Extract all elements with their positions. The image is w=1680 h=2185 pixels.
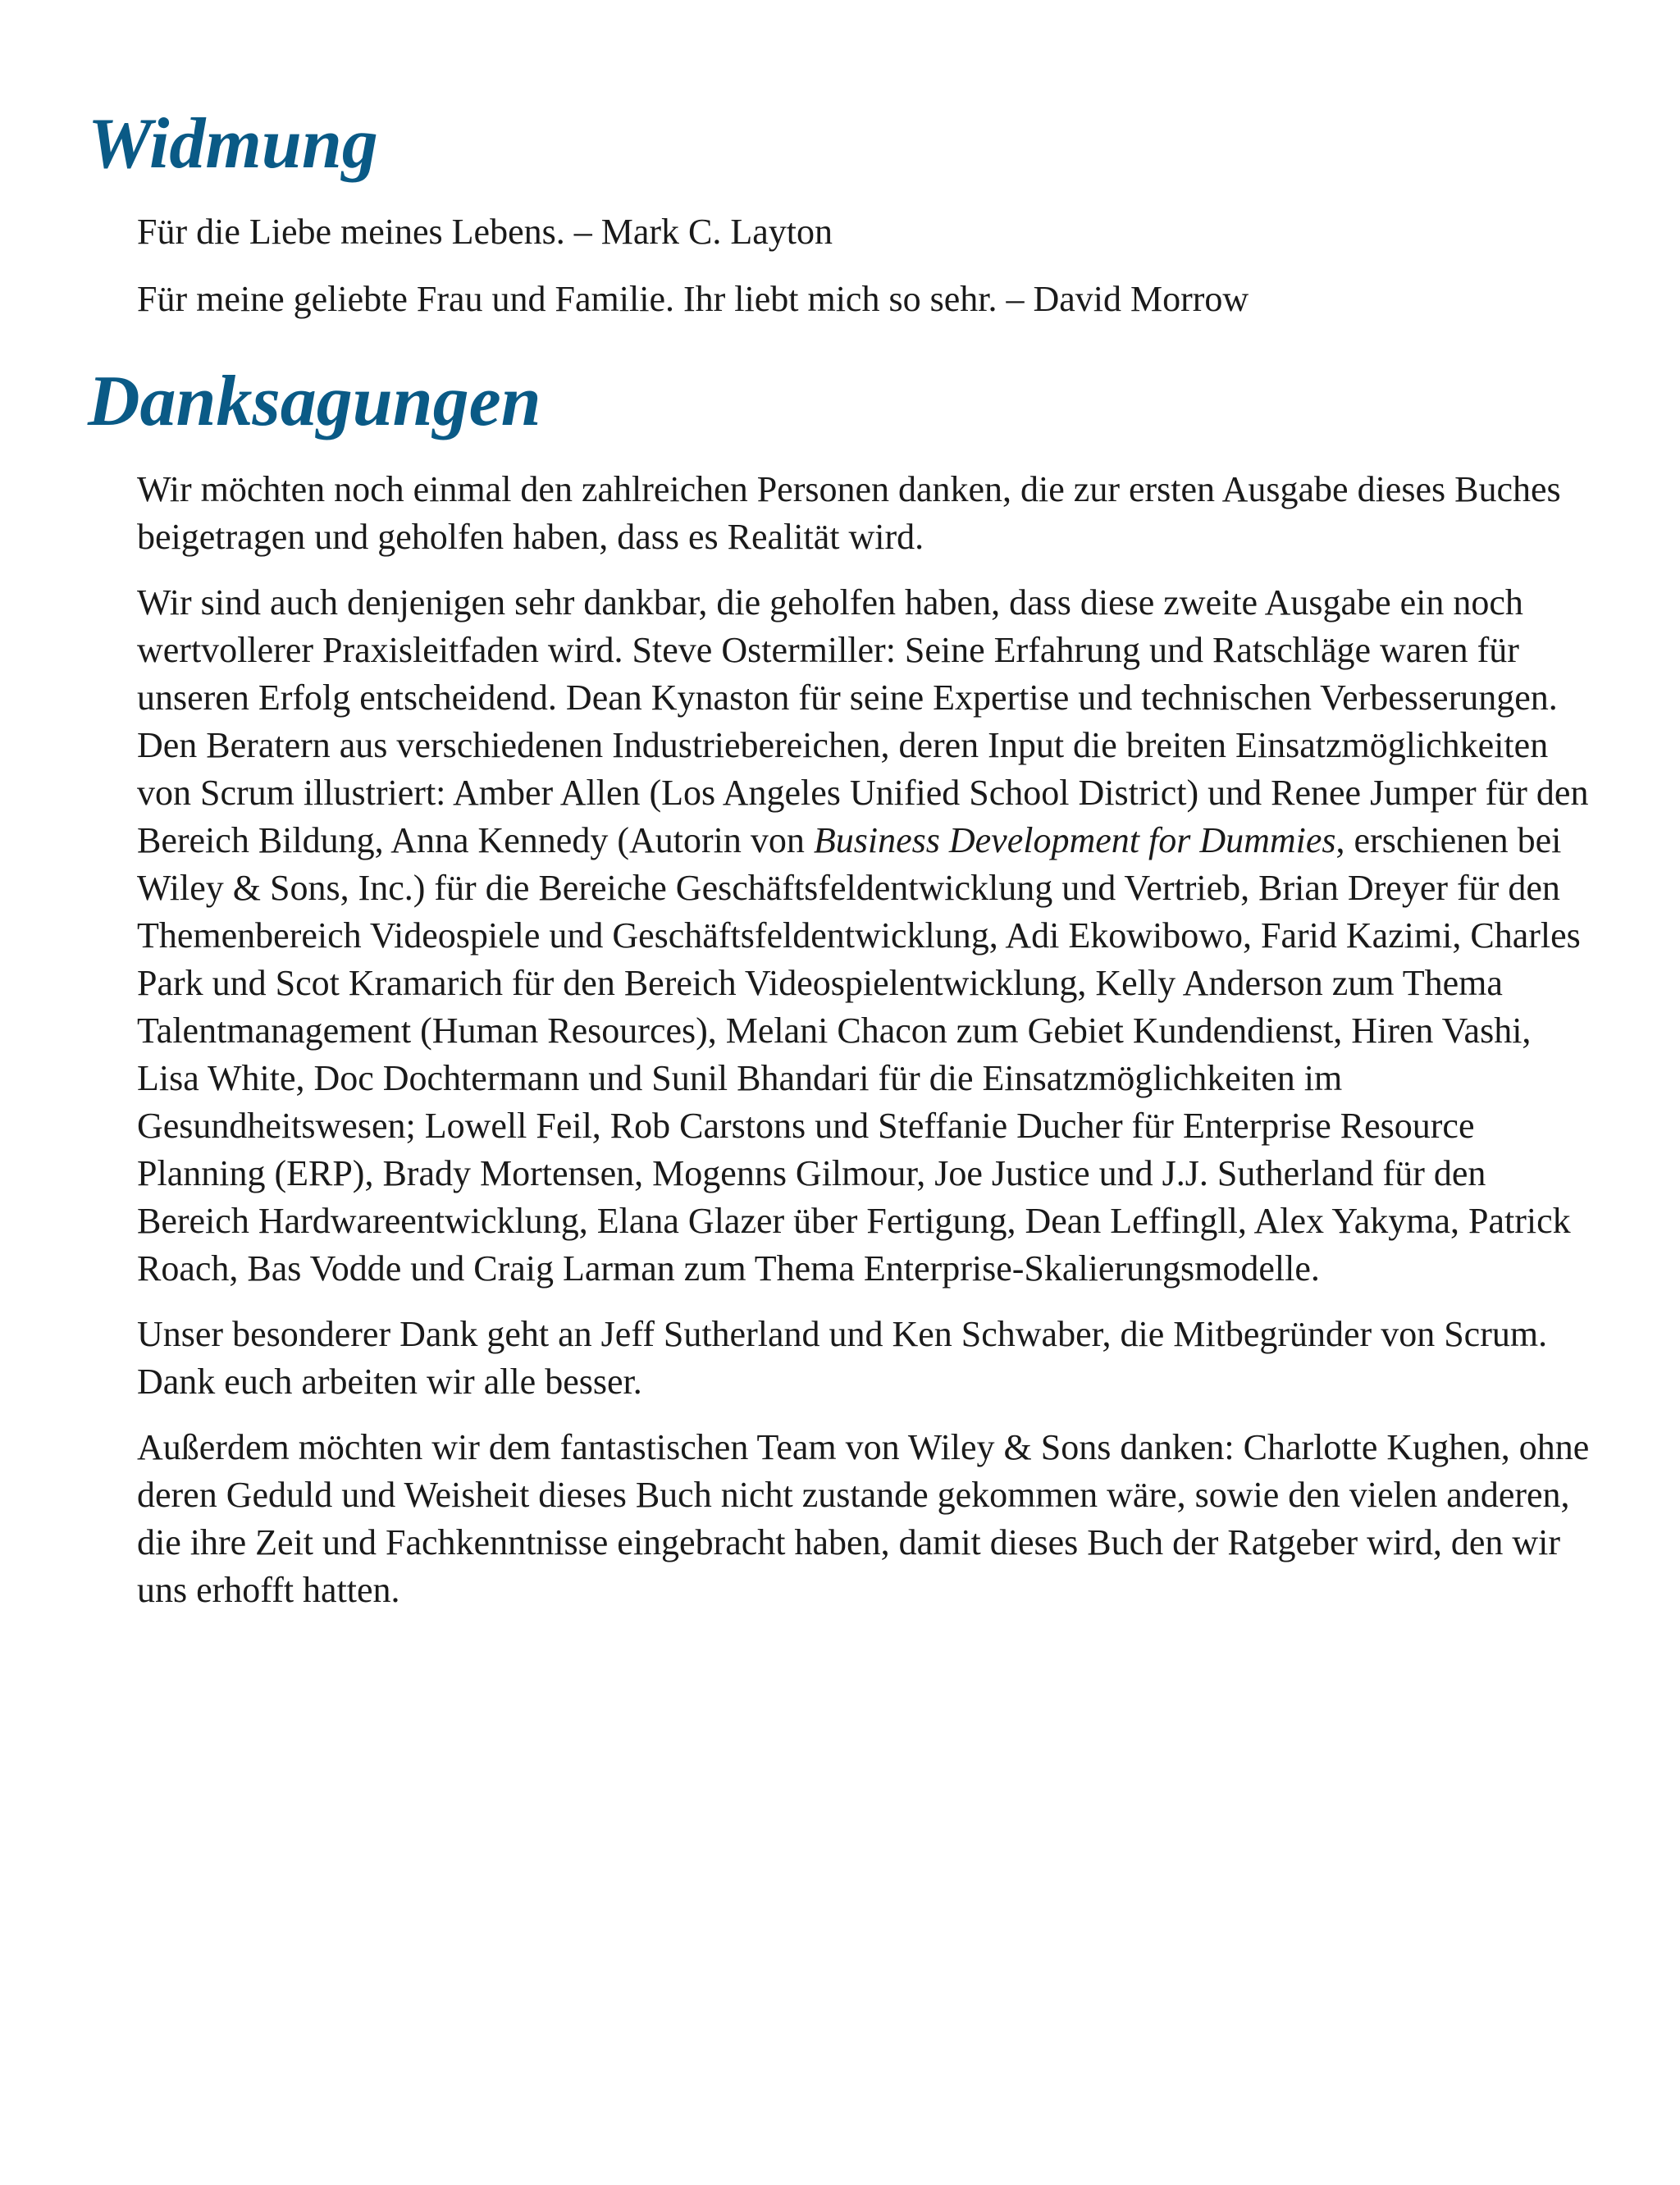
dedication-line: Für meine geliebte Frau und Familie. Ihr liebt mich so sehr. – David Morrow xyxy=(137,279,1249,319)
acknowledgments-body xyxy=(137,466,1598,1614)
dedication-heading: Widmung xyxy=(88,104,378,184)
dedication-line: Für die Liebe meines Lebens. – Mark C. Layton xyxy=(137,212,833,252)
acknowledgment-paragraph xyxy=(137,1311,1598,1406)
paragraph-text: , erschienen bei Wiley & Sons, Inc.) für die Bereiche Geschäftsfeldentwicklung und Vertrieb, Brian Dreyer für den Themenbereich Videospiele und Geschäftsfeldentwicklung, Adi Ekowibowo, Farid Kazimi, Charles Park und Scot Kramarich für den Bereich Videospielentwicklung, Kelly Anderson zum Thema Talentmanagement (Human Resources), Melani Chacon zum Gebiet Kundendienst, Hiren Vashi, Lisa White, Doc Dochtermann und Sunil Bhandari für die Einsatzmöglichkeiten im Gesundheitswesen; Lowell Feil, Rob Carstons und Steffanie Ducher für Enterprise Resource Planning (ERP), Brady Mortensen, Mogenns Gilmour, Joe Justice und J.J. Sutherland für den Bereich Hardwareentwicklung, Elana Glazer über Fertigung, Dean Leffingll, Alex Yakyma, Patrick Roach, Bas Vodde und Craig Larman zum Thema Enterprise-Skalierungsmodelle. xyxy=(137,820,1581,1289)
paragraph-text: Wir möchten noch einmal den zahlreichen Personen danken, die zur ersten Ausgabe dieses Buches beigetragen und geholfen haben, dass es Realität wird. xyxy=(137,469,1561,557)
paragraph-text: Außerdem möchten wir dem fantastischen Team von Wiley & Sons danken: Charlotte Kughen, ohne deren Geduld und Weisheit dieses Buch nicht zustande gekommen wäre, sowie den vielen anderen, die ihre Zeit und Fachkenntnisse eingebracht haben, damit dieses Buch der Ratgeber wird, den wir uns erhofft hatten. xyxy=(137,1427,1590,1610)
acknowledgment-paragraph xyxy=(137,466,1598,561)
book-title-italic: Business Development for Dummies xyxy=(813,820,1336,860)
acknowledgment-paragraph xyxy=(137,579,1598,1293)
paragraph-text: Unser besonderer Dank geht an Jeff Sutherland und Ken Schwaber, die Mitbegründer von Scrum. Dank euch arbeiten wir alle besser. xyxy=(137,1314,1548,1402)
acknowledgment-paragraph xyxy=(137,1424,1598,1614)
dedication-body xyxy=(137,208,1598,323)
acknowledgments-heading: Danksagungen xyxy=(88,362,541,441)
paragraph-text: Wir sind auch denjenigen sehr dankbar, die geholfen haben, dass diese zweite Ausgabe ein noch wertvollerer Praxisleitfaden wird. Steve Ostermiller: Seine Erfahrung und Ratschläge waren für unseren Erfolg entscheidend. Dean Kynaston für seine Expertise und technischen Verbesserungen. Den Beratern aus verschiedenen Industriebereichen, deren Input die breiten Einsatzmöglichkeiten von Scrum illustriert: Amber Allen (Los Angeles Unified School District) und Renee Jumper für den Bereich Bildung, Anna Kennedy (Autorin von xyxy=(137,582,1589,860)
